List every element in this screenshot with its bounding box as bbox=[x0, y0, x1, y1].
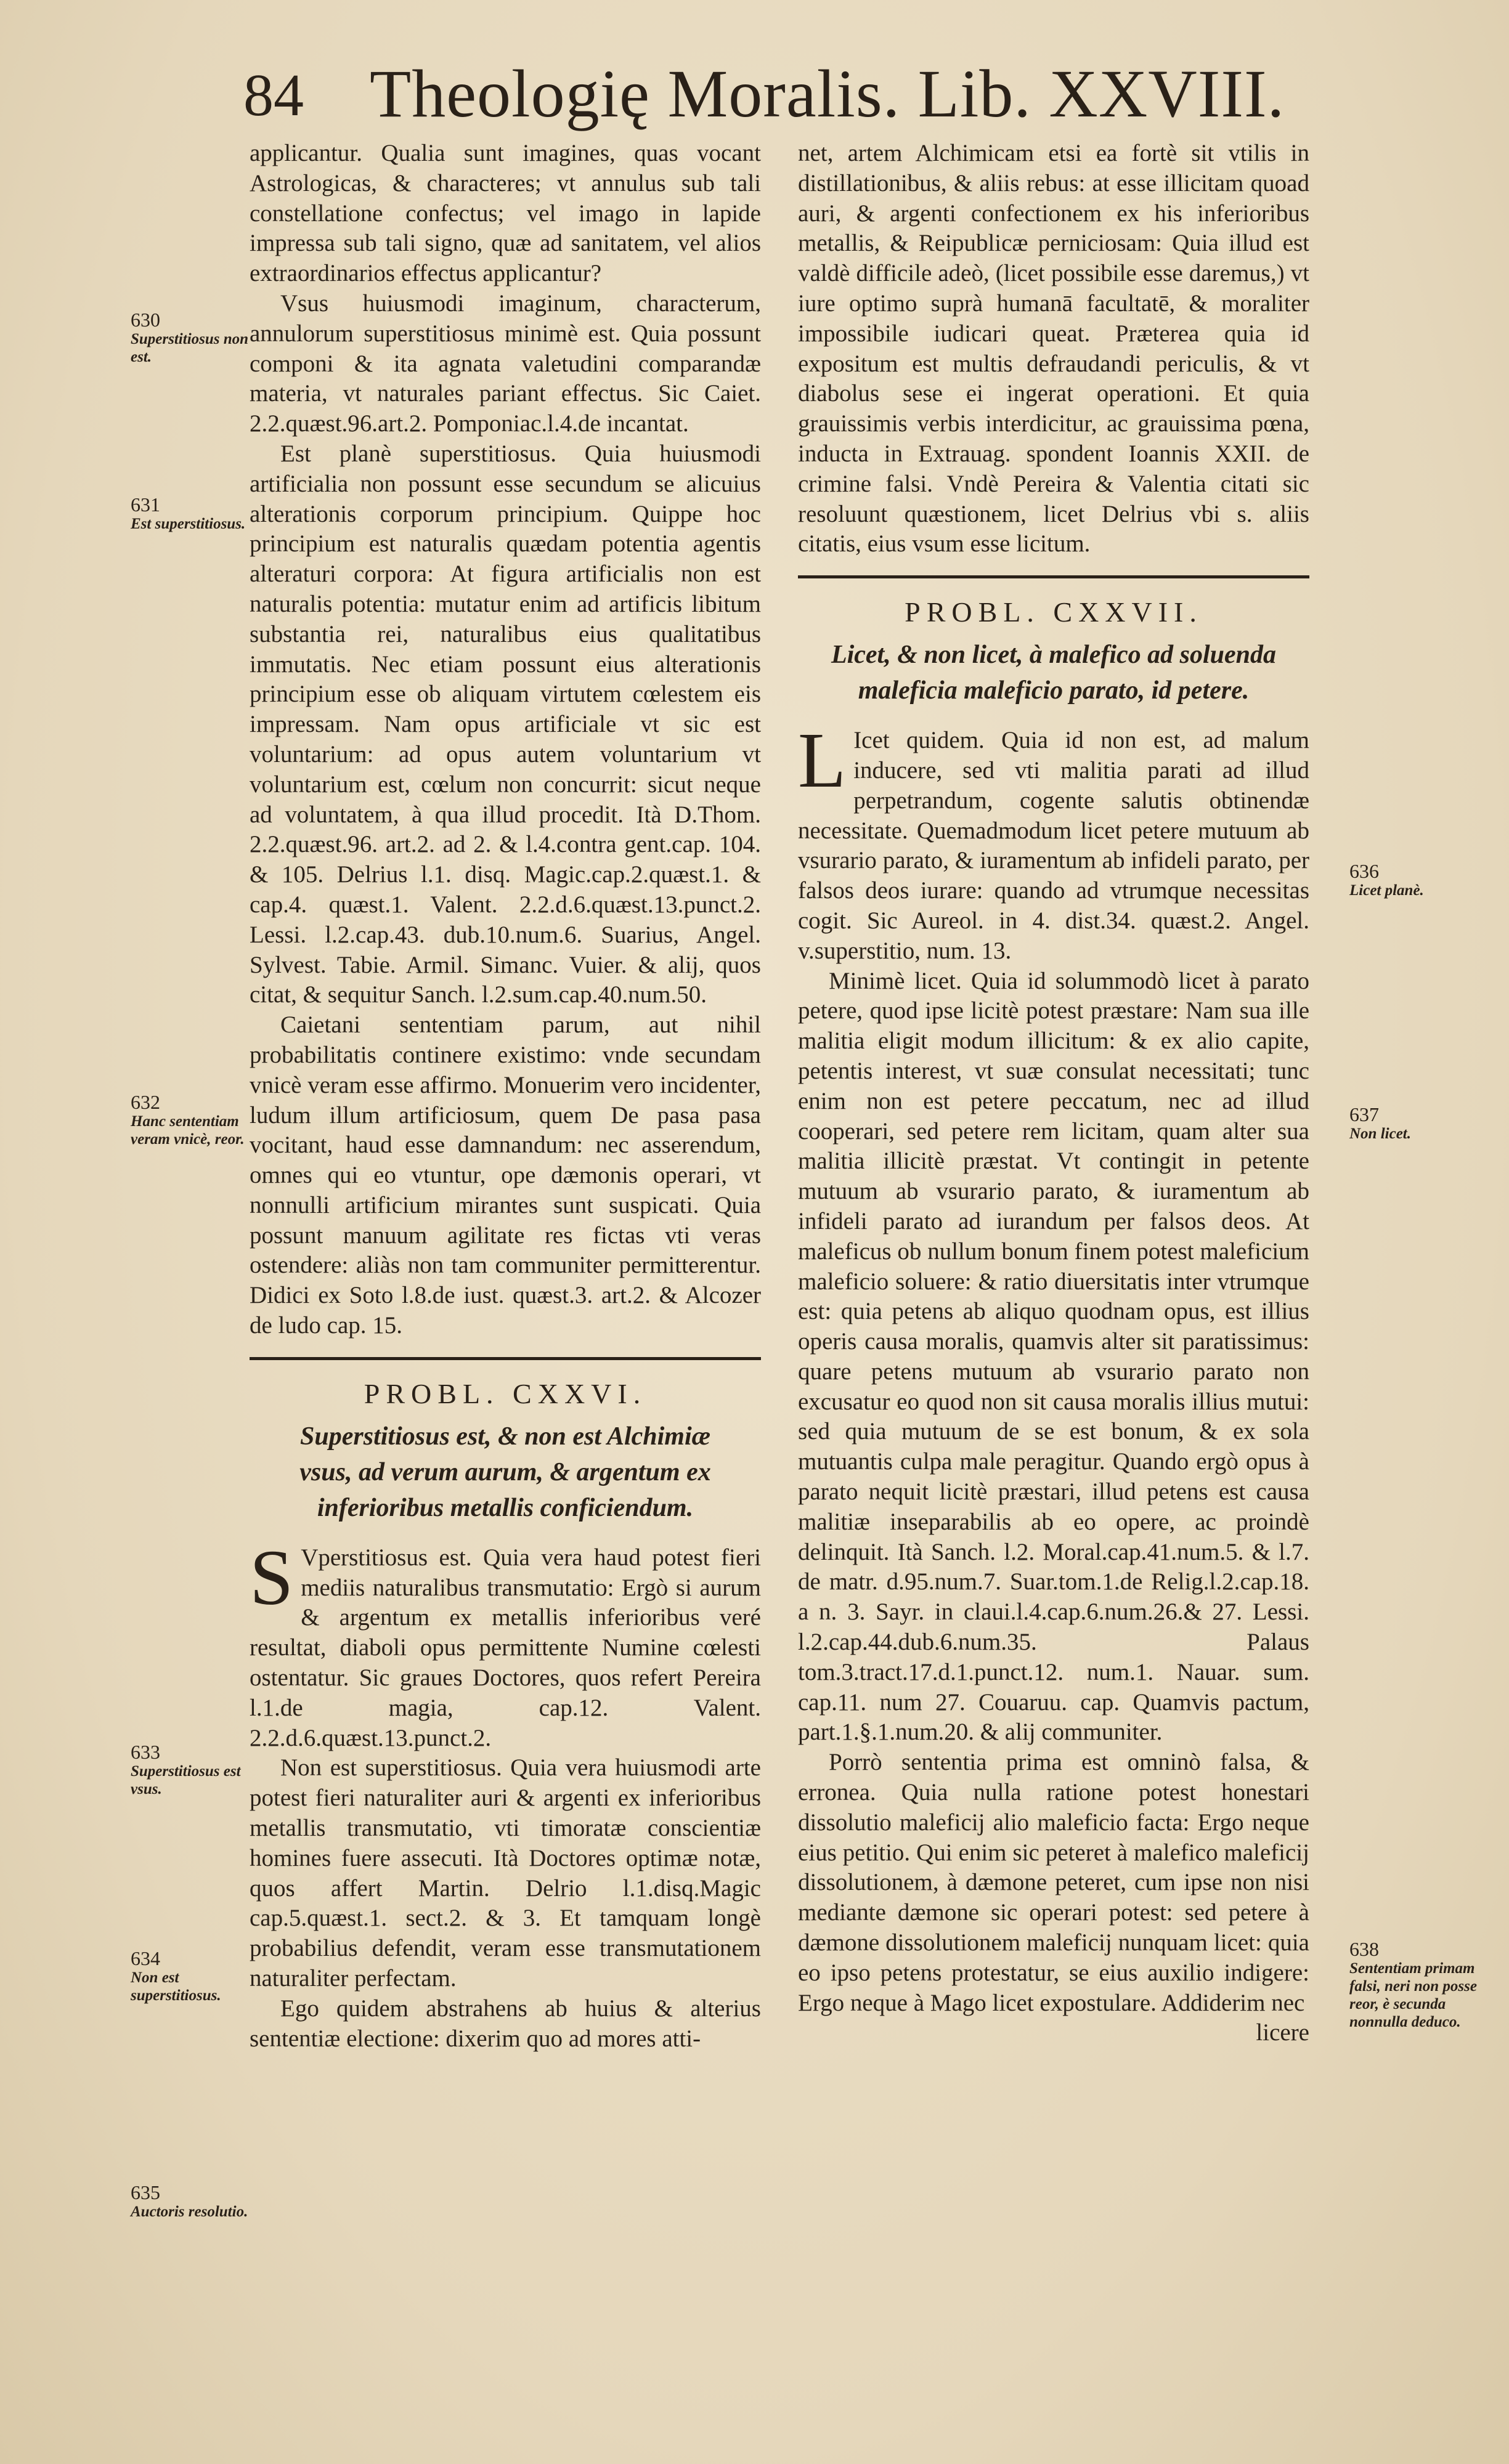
margin-note-634 bbox=[131, 1947, 251, 2004]
section-divider bbox=[250, 1357, 761, 1360]
left-column bbox=[250, 139, 761, 2054]
right-column bbox=[798, 139, 1309, 2048]
paragraph-continued: net, artem Alchimicam etsi ea fortè sit vtilis in distillationibus, & aliis rebus: at esse illicitam quoad auri, & argenti confectionem ex his inferioribus metallis, & Reipublicæ perniciosam: Quia illud est valdè difficile adeò, (licet possibile esse daremus,) vt iure optimo suprà humanā facultatē, & moraliter impossibile iudicari queat. Præterea quia id expositum est multis defraudandi periculis, & vt diabolus sese ei ingerat operationi. Et quia grauissimis verbis interdicitur, ac grauissima pœna, inducta in Extrauag. spondent Ioannis XXII. de crimine falsi. Vndè Pereira & Valentia citati sic resoluunt quæstionem, licet Delrius vbi s. aliis citatis, eius vsum esse licitum. bbox=[798, 140, 1309, 557]
margin-number: 638 bbox=[1349, 1938, 1379, 1960]
paragraph-633 bbox=[250, 1533, 761, 1754]
margin-number: 634 bbox=[131, 1947, 160, 1969]
paragraph-intro: applicantur. Qualia sunt imagines, quas vocant Astrologicas, & characteres; vt annulus sub tali constellatione confectus; vel imago in lapide impressa sub tali signo, quæ ad sanitatem, vel alios extraordinarios effectus applicantur? bbox=[250, 140, 761, 287]
catchword: licere bbox=[1256, 2019, 1309, 2046]
paragraph-632: Caietani sententiam parum, aut nihil probabilitatis continere existimo: vnde secundam vnicè veram esse affirmo. Monuerim vero incidenter, ludum illum artificiosum, quem De pasa pasa vocitant, haud esse damnandum: nec asserendum, omnes qui eo vtuntur, ope dæmonis operari, vt nonnulli artificium mirantes sunt suspicati. Quia possunt manuum agilitate res fictas vti veras ostendere: aliàs non tam communiter permitterentur. Didici ex Soto l.8.de iust. quæst.3. art.2. & Alcozer de ludo cap. 15. bbox=[250, 1011, 761, 1339]
paragraph-638: Porrò sententia prima est omninò falsa, & erronea. Quia nulla ratione potest honestari dissolutio maleficij alio maleficio facta: Ergo neque eius petitio. Qui enim sic peteret à malefico maleficij dissolutionem, à dæmone peteret, cum ipse non nisi mediante dæmone sic operari potest: sed petere à dæmone dissolutionem maleficij nunquam licet: quia eo ipso petens protestatur, se eius auxilio indigere: Ergo neque à Mago licet expostulare. Addiderim nec bbox=[798, 1749, 1309, 2016]
problem-subheading: Superstitiosus est, & non est Alchimiæ vsus, ad verum aurum, & argentum ex inferioribus metallis conficiendum. bbox=[299, 1422, 711, 1522]
margin-number: 636 bbox=[1349, 860, 1379, 882]
drop-cap: L bbox=[798, 716, 847, 804]
margin-note-text: Hanc sententiam veram vnicè, reor. bbox=[131, 1113, 245, 1148]
margin-note-text: Licet planè. bbox=[1349, 882, 1424, 899]
margin-number: 633 bbox=[131, 1741, 160, 1763]
section-divider bbox=[798, 575, 1309, 578]
running-title: Theologię Moralis. Lib. XXVIII. bbox=[370, 56, 1285, 131]
margin-note-635 bbox=[131, 2181, 251, 2221]
margin-note-text: Est superstitiosus. bbox=[131, 516, 246, 532]
paragraph-631: Est planè superstitiosus. Quia huiusmodi artificialia non possunt esse secundum se alicuius alterationis corporum principium. Quippe hoc principium est naturalis quædam potentia agentis alteraturi corpora: At figura artificialis non est naturalis potentia: mutatur enim ad artificis libitum substantia rei, naturalibus eius qualitatibus immutatis. Nec etiam possunt eius alterationis principium esse ob aliquam virtutem cœlestem eis impressam. Nam opus artificiale vt sic est voluntarium: ad opus autem voluntarium vt voluntarium est, cœlum non concurrit: sicut neque ad voluntatem, à qua illud procedit. Ità D.Thom. 2.2.quæst.96. art.2. ad 2. & l.4.contra gent.cap. 104. & 105. Delrius l.1. disq. Magic.cap.2.quæst.1. & cap.4. quæst.1. Valent. 2.2.d.6.quæst.13.punct.2. Lessi. l.2.cap.43. dub.10.num.6. Suarius, Angel. Sylvest. Tabie. Armil. Simanc. Vuier. & alij, quos citat, & sequitur Sanch. l.2.sum.cap.40.num.50. bbox=[250, 440, 761, 1008]
margin-note-632 bbox=[131, 1093, 251, 1148]
page-number: 84 bbox=[243, 62, 304, 129]
margin-note-630 bbox=[131, 311, 251, 366]
margin-note-text: Superstitiosus est vsus. bbox=[131, 1763, 241, 1797]
margin-number: 630 bbox=[131, 309, 160, 331]
margin-note-636 bbox=[1349, 862, 1497, 899]
margin-note-text: Superstitiosus non est. bbox=[131, 331, 249, 365]
margin-number: 631 bbox=[131, 493, 160, 516]
margin-number: 637 bbox=[1349, 1103, 1379, 1125]
margin-note-text: Non licet. bbox=[1349, 1125, 1411, 1142]
margin-note-638 bbox=[1349, 1940, 1497, 2031]
problem-heading: PROBL. CXXVI. bbox=[364, 1377, 647, 1409]
margin-note-633 bbox=[131, 1743, 251, 1798]
paragraph-635: Ego quidem abstrahens ab huius & alterius sententiæ electione: dixerim quo ad mores atti- bbox=[250, 1995, 761, 2052]
problem-subheading: Licet, & non licet, à malefico ad soluenda maleficia maleficio parato, id petere. bbox=[831, 641, 1277, 705]
problem-heading: PROBL. CXXVII. bbox=[905, 596, 1203, 628]
paragraph-636-text: Icet quidem. Quia id non est, ad malum inducere, sed vti malitia parati ad illud perpetrandum, cogente salutis obtinendæ necessitate. Quemadmodum licet petere mutuum ab vsurario parato, & iuramentum ab infideli parato, per falsos deos iurare: quando ad vtrumque necessitas cogit. Sic Aureol. in 4. dist.34. quæst.2. Angel. v.superstitio, num. 13. bbox=[798, 727, 1309, 964]
page-header bbox=[243, 57, 1328, 137]
margin-number: 635 bbox=[131, 2181, 160, 2203]
paragraph-636 bbox=[798, 716, 1309, 966]
paragraph-637: Minimè licet. Quia id solummodò licet à parato petere, quod ipse licitè potest præstare: Nam sua ille malitia eligit modum illicitum: & ex alio capite, petentis interest, vt suæ consulat necessitati; tunc enim non est petere peccatum, nec ad illud cooperari, sed petere rem licitam, quam alter sua malitia illicitè præstat. Vt contingit in petente mutuum ab vsurario parato, & iuramentum ab infideli parato ad iurandum per falsos deos. At maleficus ob nullum bonum finem potest maleficium maleficio soluere: & ratio diuersitatis inter vtrumque est: quia petens ab aliquo quodnam opus, est illius operis causa moralis, quamvis alter sit paratissimus: quare petens mutuum ab vsurario parato non excusatur eo quod non sit causa moralis illius mutui: sed quia mutuum de se est bonum, & ex sola mutuantis culpa male peragitur. Quando ergò opus à parato nequit licitè præstari, illud petens est causa malitiæ inseparabilis ab eo opere, ac proindè delinquit. Ità Sanch. l.2. Moral.cap.41.num.5. & l.7. de matr. d.95.num.7. Suar.tom.1.de Relig.l.2.cap.18. a n. 3. Sayr. in claui.l.4.cap.6.num.26.& 27. Lessi. l.2.cap.44.dub.6.num.35. Palaus tom.3.tract.17.d.1.punct.12. num.1. Nauar. sum. cap.11. num 27. Couaruu. cap. Quamvis pactum, part.1.§.1.num.20. & alij communiter. bbox=[798, 967, 1309, 1746]
drop-cap: S bbox=[250, 1533, 294, 1621]
margin-note-631 bbox=[131, 493, 251, 533]
margin-note-text: Non est superstitiosus. bbox=[131, 1969, 221, 2004]
margin-note-text: Auctoris resolutio. bbox=[131, 2203, 248, 2220]
margin-number: 632 bbox=[131, 1091, 160, 1113]
margin-note-text: Sententiam primam falsi, neri non posse reor, è secunda nonnulla deduco. bbox=[1349, 1960, 1477, 2030]
margin-note-637 bbox=[1349, 1103, 1497, 1143]
paragraph-633-text: Vperstitiosus est. Quia vera haud potest fieri mediis naturalibus transmutatio: Ergò si aurum & argentum ex metallis inferioribus veré resultat, diaboli opus permittente Numine cœlesti ostentatur. Sic graues Doctores, quos refert Pereira l.1.de magia, cap.12. Valent. 2.2.d.6.quæst.13.punct.2. bbox=[250, 1544, 761, 1751]
paragraph-634: Non est superstitiosus. Quia vera huiusmodi arte potest fieri naturaliter auri & argenti ex inferioribus metallis transmutatio, vti timoratæ conscientiæ homines fuere assecuti. Ità Doctores optimæ notæ, quos affert Martin. Delrio l.1.disq.Magic cap.5.quæst.1. sect.2. & 3. Et tamquam longè probabilius defendit, veram esse transmutationem naturaliter perfectam. bbox=[250, 1754, 761, 1992]
paragraph-630: Vsus huiusmodi imaginum, characterum, annulorum superstitiosus minimè est. Quia possunt componi & ita agnata valetudini comparandæ materia, vt naturales pariant effectus. Sic Caiet. 2.2.quæst.96.art.2. Pomponiac.l.4.de incantat. bbox=[250, 290, 761, 437]
